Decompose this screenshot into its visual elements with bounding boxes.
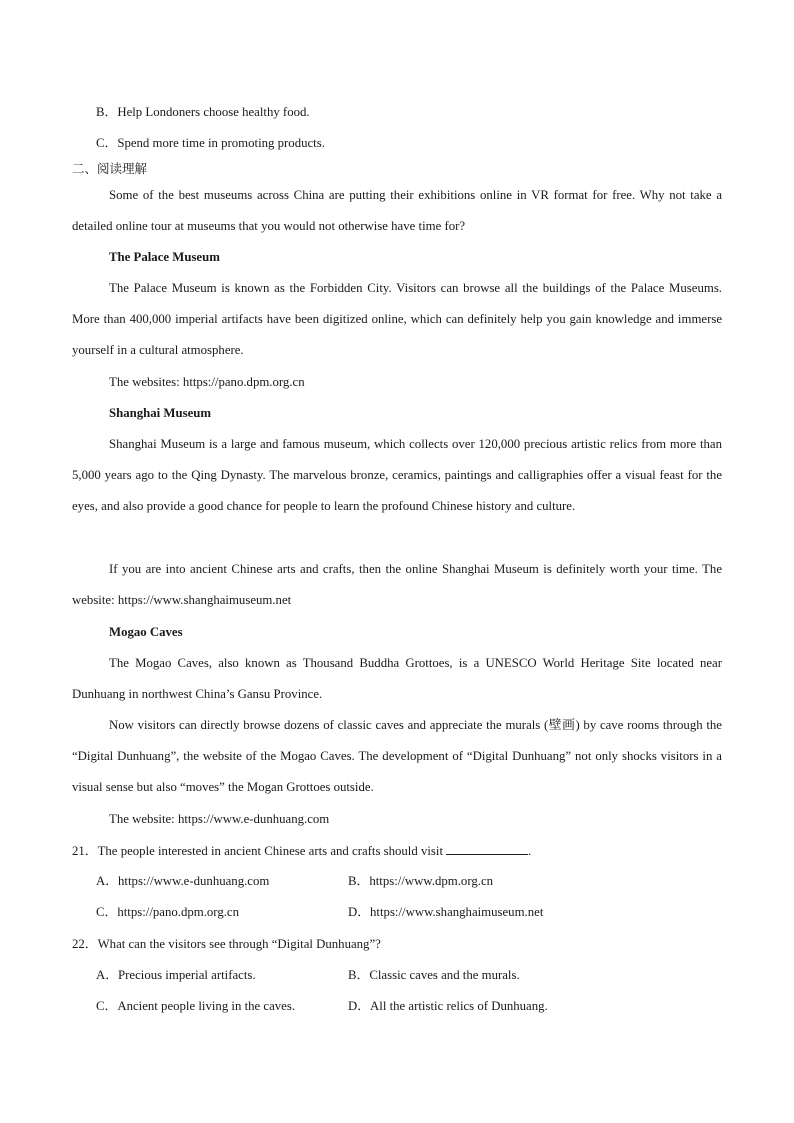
- q22-option-a: A．Precious imperial artifacts.: [96, 968, 256, 982]
- answer-blank: [446, 842, 528, 855]
- shanghai-text: Shanghai Museum is a large and famous museum, which collects over 120,000 precious artistic relics from more than 5,000 years ago to the Qing Dynasty. The marvelous bronze, ceramics, paintings and calligraphies offer a visual feast for the eyes, and also provide a good chance for people to learn the profound Chinese history and culture.: [72, 437, 722, 514]
- q22-option-d: D．All the artistic relics of Dunhuang.: [348, 999, 548, 1013]
- question-21-stem: 21．The people interested in ancient Chinese arts and crafts should visit: [72, 844, 444, 858]
- q21-option-a: A．https://www.e-dunhuang.com: [96, 874, 270, 888]
- mogao-website: The website: https://www.e-dunhuang.com: [109, 812, 330, 826]
- intro-text: Some of the best museums across China are putting their exhibitions online in VR format for free. Why not take a detailed online tour at museums that you would not otherwise have time for?: [72, 188, 722, 234]
- q22-option-b: B．Classic caves and the murals.: [348, 968, 520, 982]
- mogao-text: The Mogao Caves, also known as Thousand Buddha Grottoes, is a UNESCO World Heritage Site located near Dunhuang in northwest China’s Gansu Province.: [72, 656, 722, 702]
- q21-option-b: B．https://www.dpm.org.cn: [348, 874, 494, 888]
- shanghai-paragraph-2: [72, 554, 722, 616]
- mogao-paragraph-2: [72, 710, 722, 804]
- q21-option-d: D．https://www.shanghaimuseum.net: [348, 905, 544, 919]
- question-22: 22．What can the visitors see through “Digital Dunhuang”?: [72, 937, 381, 951]
- shanghai-heading: Shanghai Museum: [109, 406, 212, 420]
- palace-heading: The Palace Museum: [109, 250, 220, 264]
- section-title: 二、阅读理解: [72, 161, 148, 176]
- mogao-text-2: Now visitors can directly browse dozens of classic caves and appreciate the murals (壁画) by cave rooms through the “Digital Dunhuang”, the website of the Mogao Caves. The development of “Digital Dunhuang” not only shocks visitors in a visual sense but also “moves” the Mogan Grottoes outside.: [72, 718, 722, 795]
- mogao-paragraph: [72, 648, 722, 710]
- palace-paragraph: [72, 273, 722, 367]
- intro-paragraph: [72, 180, 722, 242]
- q22-option-c: C．Ancient people living in the caves.: [96, 999, 296, 1013]
- prev-option-b: B．Help Londoners choose healthy food.: [96, 105, 310, 119]
- question-21-end: .: [528, 844, 532, 858]
- question-21: [72, 842, 531, 859]
- mogao-heading: Mogao Caves: [109, 625, 183, 639]
- palace-website: The websites: https://pano.dpm.org.cn: [109, 375, 305, 389]
- shanghai-paragraph: [72, 429, 722, 523]
- shanghai-text-2: If you are into ancient Chinese arts and crafts, then the online Shanghai Museum is definitely worth your time. The website: https://www.shanghaimuseum.net: [72, 562, 722, 608]
- palace-text: The Palace Museum is known as the Forbidden City. Visitors can browse all the buildings of the Palace Museums. More than 400,000 imperial artifacts have been digitized online, which can definitely help you gain knowledge and immerse yourself in a cultural atmosphere.: [72, 281, 722, 358]
- prev-option-c: C．Spend more time in promoting products.: [96, 136, 325, 150]
- q21-option-c: C．https://pano.dpm.org.cn: [96, 905, 240, 919]
